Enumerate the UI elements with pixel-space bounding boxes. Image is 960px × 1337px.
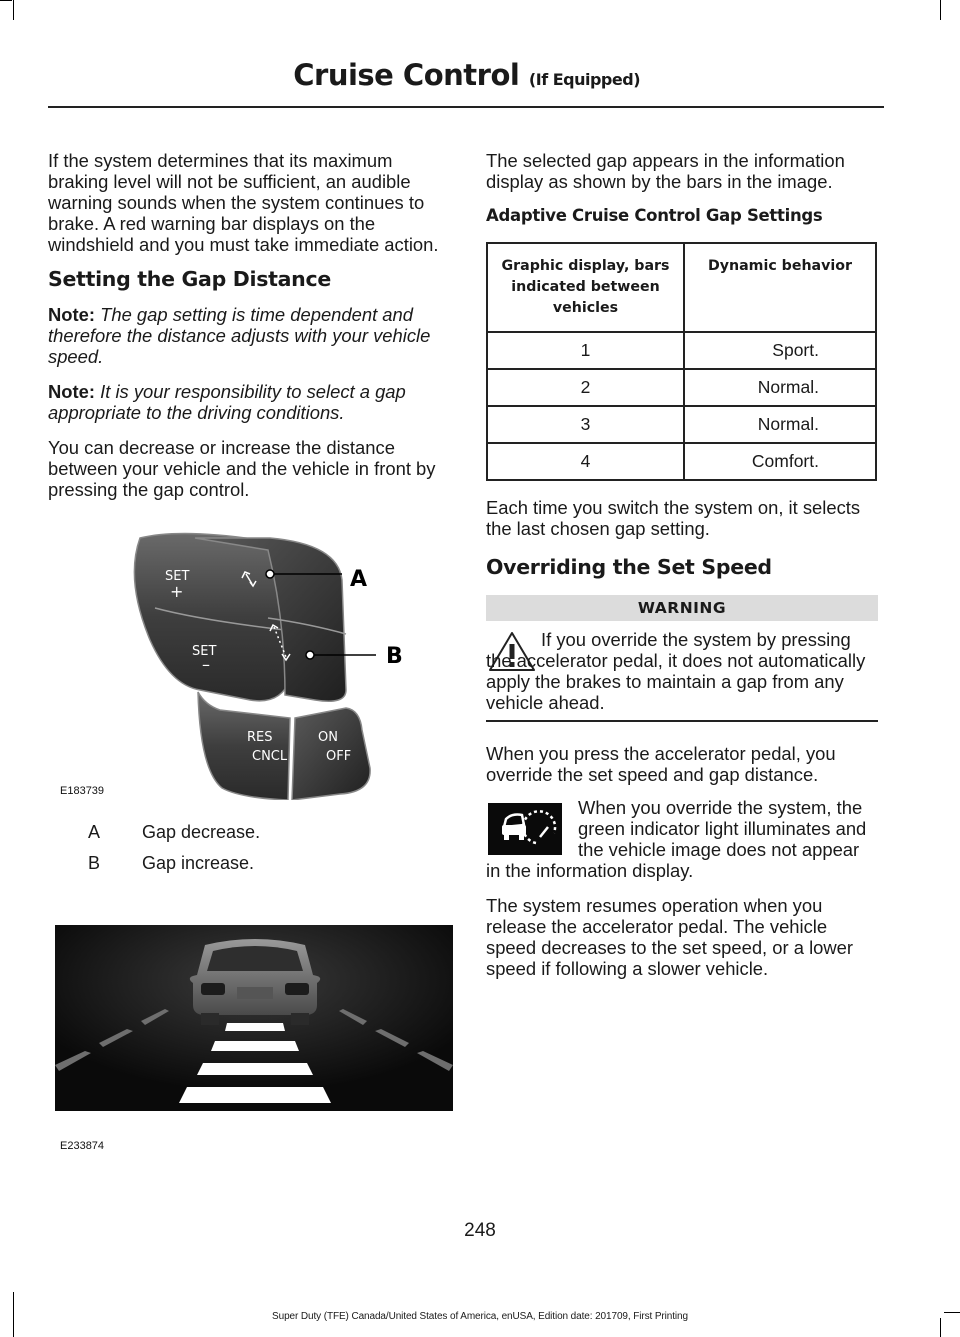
heading-gap-distance: Setting the Gap Distance [48,267,331,291]
callout-definitions [88,822,448,882]
note-text: The gap setting is time dependent and therefore the distance adjusts with your vehicle speed. [48,304,431,367]
paragraph-braking: If the system determines that its maximum braking level will not be sufficient, an audible warning sounds when the system continues to brake. A red warning bar displays on the windshield and you must take immediate action. [48,150,439,255]
callout-a: A [350,567,368,592]
footer: Super Duty (TFE) Canada/United States of America, enUSA, Edition date: 201709, First Printing [272,1311,688,1322]
page-header-title [293,58,640,92]
right-column-mid [486,497,878,592]
gap-bar-3 [197,1063,313,1075]
crop-mark [13,0,14,20]
table-title: Adaptive Cruise Control Gap Settings [486,206,823,225]
cncl-label: CNCL [252,749,288,764]
table-cell: 4 [487,443,684,480]
page-number: 248 [464,1220,496,1241]
table-cell: 1 [487,332,684,369]
right-column-bottom [486,743,878,802]
note-text: It is your responsibility to select a gap appropriate to the driving conditions. [48,381,406,423]
set-minus-symbol: – [202,655,210,674]
crop-mark [0,0,12,1]
figure-id: E233874 [60,1140,105,1152]
gap-bar-1 [225,1023,285,1031]
header-rule [48,106,884,108]
vehicle-ahead-icon [190,939,320,1025]
note-gap-responsibility [48,381,450,423]
definition-value: Gap increase. [142,853,255,873]
left-column [48,150,450,514]
set-plus-symbol: + [170,582,184,601]
warning-rule [486,720,878,722]
on-label: ON [318,730,338,745]
icon-spacer [486,797,578,860]
gap-bar-2 [211,1041,299,1051]
off-label: OFF [326,749,352,764]
warning-text: If you override the system by pressing the accelerator pedal, it does not automatically apply the brakes to maintain a gap from any vehicle ahead. [486,629,866,713]
paragraph-override-indicator [486,797,878,881]
table-row [487,406,876,443]
note-label: Note: [48,304,95,325]
warning-text-block [486,629,878,713]
res-cncl-button [198,692,290,800]
header-title-text: Cruise Control [293,58,520,92]
table-cell: 2 [487,369,684,406]
gap-control-buttons-figure [110,530,440,800]
header-title-suffix: (If Equipped) [528,70,640,89]
callout-b: B [386,644,403,669]
right-column-top [486,150,878,481]
figure-id: E183739 [60,785,105,797]
gap-bar-4 [179,1087,331,1103]
paragraph-selected-gap: The selected gap appears in the information display as shown by the bars in the image. [486,150,845,192]
note-gap-time [48,304,450,367]
set-plus-label: SET [165,569,190,584]
paragraph-override: When you press the accelerator pedal, you override the set speed and gap distance. [486,743,836,785]
note-label: Note: [48,381,95,402]
table-header-row [487,243,876,332]
table-cell: Normal. [684,369,876,406]
heading-overriding: Overriding the Set Speed [486,555,772,579]
table-cell: Comfort. [684,443,876,480]
table-header: Dynamic behavior [684,243,876,332]
table-cell: Sport. [684,332,876,369]
paragraph-gap-control: You can decrease or increase the distance between your vehicle and the vehicle in front by pressing the gap control. [48,437,436,500]
table-row [487,369,876,406]
definition-value: Gap decrease. [142,822,261,842]
override-indicator-block [486,797,878,993]
table-cell: 3 [487,406,684,443]
definition-key: A [88,822,101,842]
res-label: RES [247,730,273,745]
table-header: Graphic display, bars indicated between vehicles [487,243,684,332]
override-indicator-text: When you override the system, the green indicator light illuminates and the vehicle image does not appear in the information display. [486,797,867,881]
warning-label: WARNING [486,595,878,621]
table-row [487,332,876,369]
paragraph-last-gap: Each time you switch the system on, it selects the last chosen gap setting. [486,497,861,539]
paragraph-resume: The system resumes operation when you release the accelerator pedal. The vehicle speed decreases to the set speed, or a lower speed if following a slower vehicle. [486,895,854,979]
gap-settings-table [486,242,877,481]
set-minus-label: SET [192,644,217,659]
set-plus-set-minus-button [134,533,290,700]
table-row [487,443,876,480]
definition-key: B [88,853,101,873]
table-cell: Normal. [684,406,876,443]
crop-mark [940,0,941,20]
gap-display-figure [55,925,453,1111]
